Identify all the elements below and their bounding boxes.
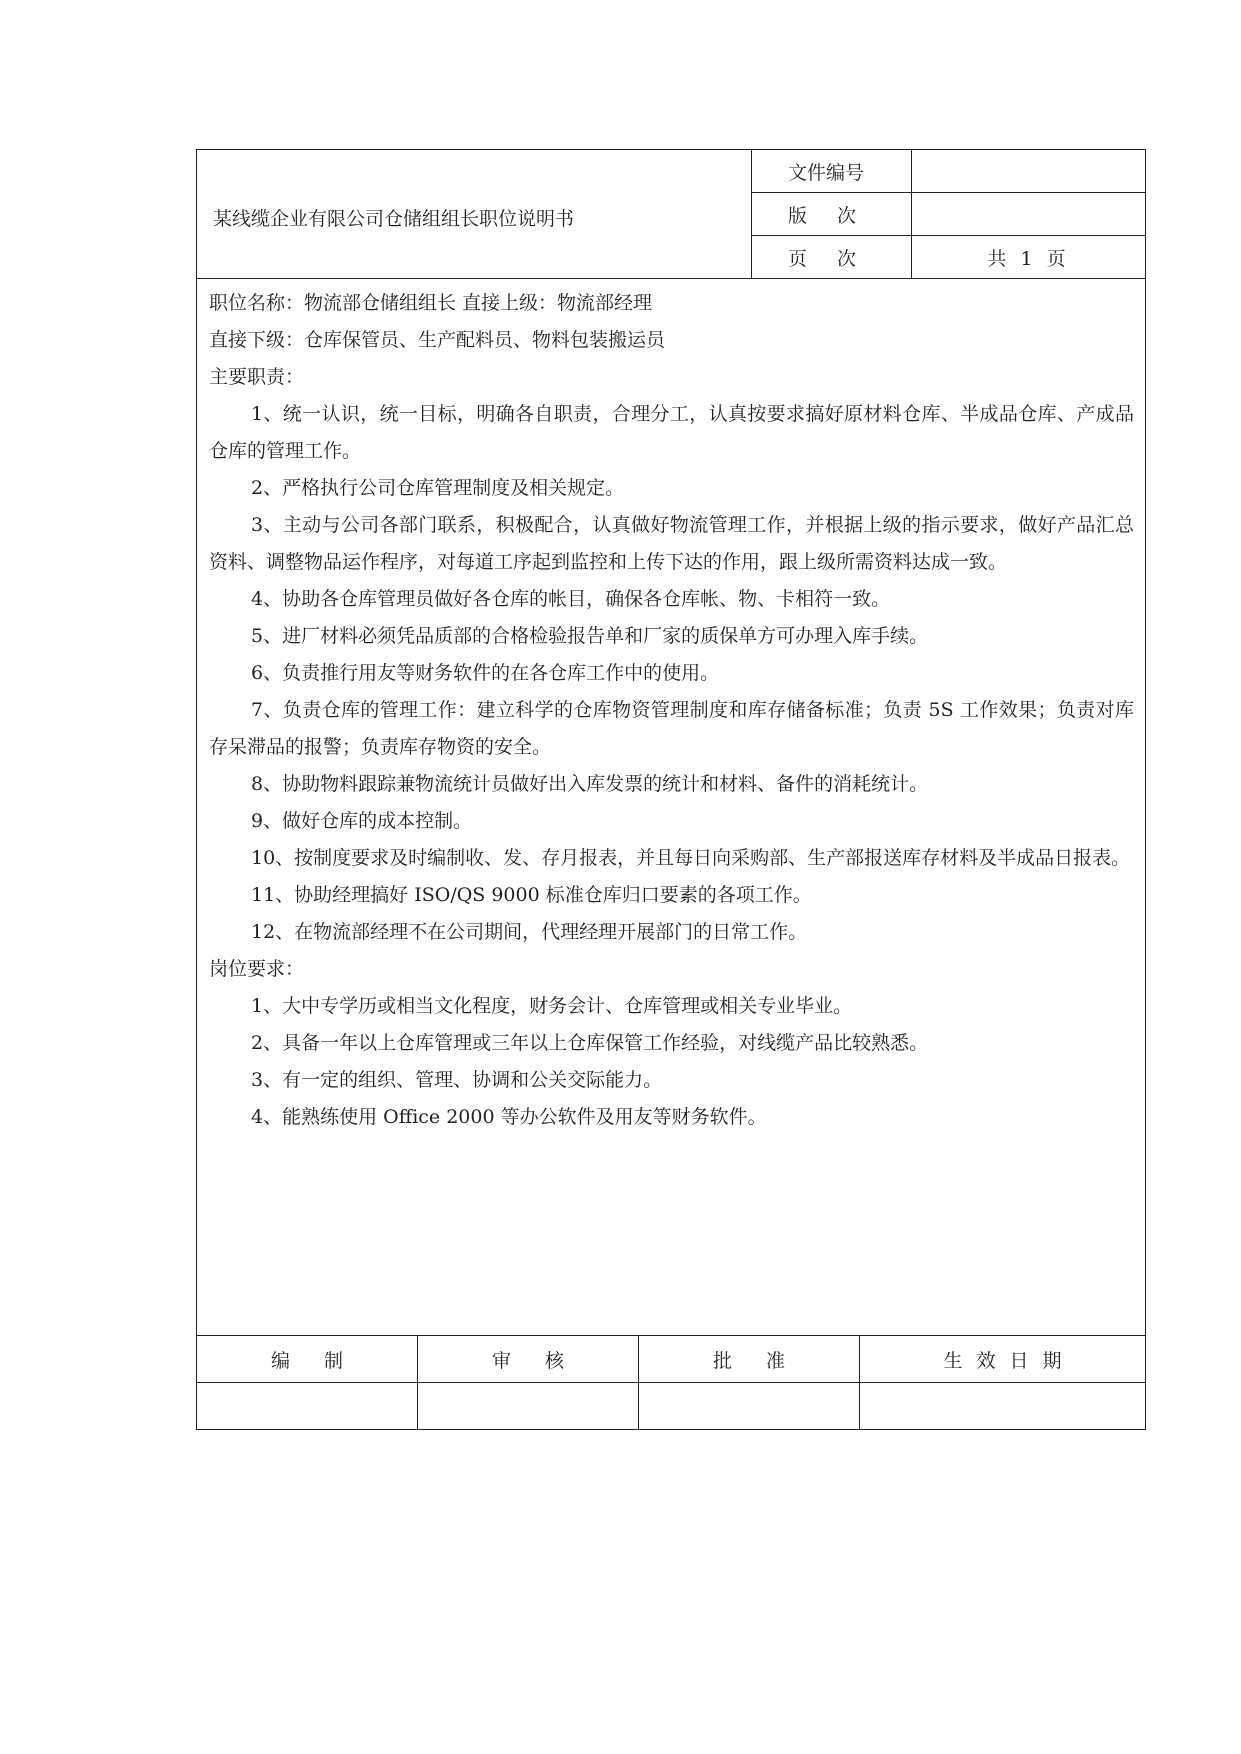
approved-label: 批准	[639, 1336, 860, 1382]
duty-item: 3、主动与公司各部门联系，积极配合，认真做好物流管理工作，并根据上级的指示要求，做好产品汇总资料、调整物品运作程序，对每道工序起到监控和上传下达的作用，跟上级所需资料达成一致。	[209, 514, 1134, 573]
approved-value	[639, 1383, 860, 1429]
duty-item: 5、进厂材料必须凭品质部的合格检验报告单和厂家的质保单方可办理入库手续。	[251, 625, 929, 647]
effective-date-value	[860, 1383, 1145, 1429]
doc-no-label: 文件编号	[752, 150, 912, 192]
duty-item: 9、做好仓库的成本控制。	[251, 810, 473, 832]
duty-item: 2、严格执行公司仓库管理制度及相关规定。	[251, 477, 625, 499]
requirement-item: 2、具备一年以上仓库管理或三年以上仓库保管工作经验，对线缆产品比较熟悉。	[251, 1032, 929, 1054]
requirement-item: 4、能熟练使用 Office 2000 等办公软件及用友等财务软件。	[251, 1106, 767, 1128]
document-meta	[752, 150, 1145, 278]
signoff-labels-row	[197, 1336, 1145, 1383]
subordinates-line: 直接下级：仓库保管员、生产配料员、物料包装搬运员	[209, 329, 666, 351]
duty-item: 1、统一认识，统一目标，明确各自职责，合理分工，认真按要求搞好原材料仓库、半成品仓库、产成品仓库的管理工作。	[209, 403, 1134, 462]
doc-no-row	[752, 150, 1145, 193]
requirements-heading: 岗位要求：	[209, 958, 305, 980]
position-line: 职位名称：物流部仓储组组长 直接上级：物流部经理	[209, 292, 653, 314]
page-row	[752, 236, 1145, 278]
requirement-item: 1、大中专学历或相当文化程度，财务会计、仓库管理或相关专业毕业。	[251, 995, 853, 1017]
duty-item: 12、在物流部经理不在公司期间，代理经理开展部门的日常工作。	[251, 921, 808, 943]
document-title: 某线缆企业有限公司仓储组组长职位说明书	[197, 150, 752, 278]
duty-item: 8、协助物料跟踪兼物流统计员做好出入库发票的统计和材料、备件的消耗统计。	[251, 773, 929, 795]
duty-item: 10、按制度要求及时编制收、发、存月报表，并且每日向采购部、生产部报送库存材料及半成品日报表。	[251, 847, 1131, 869]
job-description-form	[196, 149, 1146, 1430]
form-header	[197, 150, 1145, 279]
reviewed-label: 审核	[418, 1336, 639, 1382]
form-content	[197, 279, 1145, 1336]
duty-item: 6、负责推行用友等财务软件的在各仓库工作中的使用。	[251, 662, 720, 684]
prepared-label: 编制	[197, 1336, 418, 1382]
duty-item: 11、协助经理搞好 ISO/QS 9000 标准仓库归口要素的各项工作。	[251, 884, 812, 906]
requirement-item: 3、有一定的组织、管理、协调和公关交际能力。	[251, 1069, 663, 1091]
version-value	[912, 193, 1145, 235]
signoff-values-row	[197, 1383, 1145, 1429]
page-value: 共 1 页	[987, 247, 1070, 270]
duty-item: 4、协助各仓库管理员做好各仓库的帐目，确保各仓库帐、物、卡相符一致。	[251, 588, 891, 610]
duty-item: 7、负责仓库的管理工作：建立科学的仓库物资管理制度和库存储备标准；负责 5S 工作效果；负责对库存呆滞品的报警；负责库存物资的安全。	[209, 699, 1134, 758]
reviewed-value	[418, 1383, 639, 1429]
version-label: 版次	[752, 193, 912, 235]
effective-date-label: 生效日期	[943, 1349, 1076, 1372]
prepared-value	[197, 1383, 418, 1429]
duties-heading: 主要职责：	[209, 366, 305, 388]
page-label: 页次	[752, 236, 912, 278]
version-row	[752, 193, 1145, 236]
doc-no-value	[912, 150, 1145, 192]
